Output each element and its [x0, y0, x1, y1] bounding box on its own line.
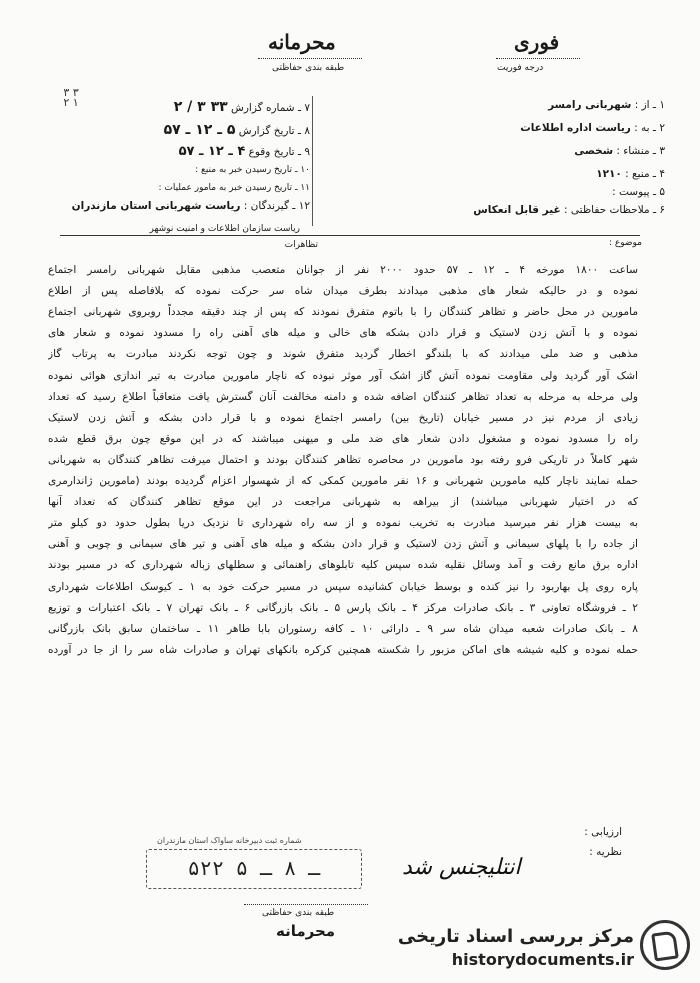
field-recipients: ۱۲ ـ گیرندگان : ریاست شهربانی استان مازندران	[71, 200, 310, 212]
body-line: شهر کاملاً در تاریکی فرو رفته بود مامورین در محاصره تظاهر کنندگان بودند و احتمال میرفت تظاهر کنندگان به شهربانی	[48, 453, 638, 466]
body-line: مذهبی و ضد ملی میدادند که با بلندگو اخطار گردید متفرق شوند و چون توجه نکردند مبادرت به پرتاب گاز	[48, 348, 638, 361]
subject-value: تظاهرات	[284, 240, 318, 250]
assessment-label: ارزیابی :	[584, 826, 622, 838]
subject-label: موضوع :	[608, 238, 642, 248]
field-report-date-value: ۵ ـ ۱۲ ـ ۵۷	[163, 122, 236, 138]
body-line: نموده و در حالیکه شعار های مذهبی میدادند بطرف میدان شاه سر حرکت نموده که بلافاصله پس از اطلاع	[48, 285, 638, 298]
field-from: ۱ ـ از : شهربانی رامسر	[548, 99, 665, 111]
urgency-label: درجه فوریت	[497, 63, 544, 73]
field-report-number: ۷ ـ شماره گزارش ۳۳ ۳ / ۲	[173, 99, 310, 115]
body-line: مامورین در محل حاضر و تظاهر کنندگان را با باتوم متفرق نمودند که پس از چند دقیقه مجدداً روبروی شهربانی اجتماع	[48, 306, 638, 319]
stamp-number: ۵۲۲ ـ ۸ ـ ۵	[187, 856, 321, 880]
field-report-number-value: ۳۳ ۳ / ۲	[173, 99, 228, 115]
stamp-caption: شماره ثبت دبیرخانه ساواک استان مازندران	[157, 836, 302, 845]
body-line: پاره روی پل بهاربود را نیز کنده و بوسط خیابان کشانیده سپس در مسیر حرکت خود به ۱ ـ کیوسک اطلاعات شهرداری	[48, 580, 638, 593]
body-line: ۲ ـ فروشگاه تعاونی ۳ ـ بانک صادرات مرکز ۴ ـ بانک پارس ۵ ـ بانک بازرگانی ۶ ـ بانک تهران ۷ ـ بانک اعتبارات و توزیع	[48, 601, 638, 614]
body-line: به بیست هزار نفر میرسید مبادرت به تخریب نموده و از سه راه شهرداری تا نزدیک دریا بطول حدود دو کیلو متر	[48, 517, 638, 530]
body-line: حمله نموده و کلیه شیشه های اماکن مزبور را شکسته همچنین کرکره بانکهای تهران و صادرات شاه سر را از جا در آورده	[48, 643, 638, 656]
field-to-value: ریاست اداره اطلاعات	[520, 122, 631, 134]
registration-stamp	[146, 836, 362, 889]
field-news-date-agent: ۱۱ ـ تاریخ رسیدن خبر به مامور عملیات :	[158, 183, 310, 193]
header-separator	[60, 235, 640, 236]
field-attachment: ۵ ـ پیوست :	[612, 186, 665, 198]
field-origin-value: شخصی	[574, 145, 614, 157]
field-from-value: شهربانی رامسر	[548, 99, 632, 111]
field-origin: ۳ ـ منشاء : شخصی	[574, 145, 665, 157]
field-recipients-value: ریاست شهربانی استان مازندران	[71, 200, 241, 212]
field-event-date-value: ۴ ـ ۱۲ ـ ۵۷	[178, 144, 246, 159]
handwritten-signature: انتلیجنس شد	[402, 855, 521, 880]
field-source-value: ۱۲۱۰	[596, 168, 622, 180]
field-security-value: غیر قابل انعکاس	[473, 204, 561, 216]
classification-title: محرمانه	[268, 30, 336, 54]
body-line: راه را مسدود نموده و مشغول دادن شعار های ضد ملی و میهنی میباشند که در این موقع چون برق قطع شده	[48, 432, 638, 445]
classification-label: طبقه بندی حفاظتی	[272, 63, 345, 73]
watermark-title: مرکز بررسی اسناد تاریخی	[397, 926, 634, 947]
body-line: اشک آور گردید ولی مقاومت نموده آتش گاز اشک آور موثر نبوده که ناچار مامورین مبادرت به تیر اندازی هوائی نموده	[48, 369, 638, 382]
body-line: زیادی از مردم نیز در مسیر خیابان (تاریخ بین) رامسر اجتماع نموده و با قرار دادن بشکه و آتش زدن لاستیک	[48, 411, 638, 424]
body-line: از جاده را با پلهای سیمانی و آتش زدن لاستیک و قرار دادن بشکه و میله های آهنی و تیر های سیمانی و چوبی و آهنی	[48, 538, 638, 551]
body-line: که در اختیار شهربانی میباشند) از بیراهه به شهربانی مراجعت در این موقع تظاهر کنندگان که تعداد آنها	[48, 496, 638, 509]
urgency-underline	[496, 58, 580, 59]
field-news-date-source: ۱۰ ـ تاریخ رسیدن خبر به منبع :	[195, 165, 310, 175]
body-line: اداره برق مانع رفت و آمد وسائل نقلیه شده سپس کلیه تابلوهای راهنمائی و سطلهای زباله شهرداری که در مسیر بودند	[48, 559, 638, 572]
body-line: حمله نمایند ناچار کلیه مامورین شهربانی و ۱۶ نفر مامورین کمکی که از شهسوار اعزام گردیده بودند (مامورین ژاندارمری	[48, 475, 638, 487]
body-line: ساعت ۱۸۰۰ مورخه ۴ ـ ۱۲ ـ ۵۷ حدود ۲۰۰۰ نفر از جوانان متعصب مذهبی مقابل شهربانی رامسر اجتماع	[48, 264, 638, 276]
field-security-note: ۶ ـ ملاحظات حفاظتی : غیر قابل انعکاس	[473, 204, 665, 216]
body-line: ولی مرحله به مرحله به تعداد تظاهر کنندگان اضافه شده و دامنه مخالفت آنان گسترش یافت متعاقباً اطلاع رسید که تعداد	[48, 390, 638, 403]
body-line: ۸ ـ بانک صادرات شعبه میدان شاه سر ۹ ـ دارائی ۱۰ ـ کافه رستوران بابا طاهر ۱۱ ـ ساختمان سابق بانک بازرگانی	[48, 622, 638, 635]
recipient-line-2: ریاست سازمان اطلاعات و امنیت نوشهر	[149, 224, 300, 234]
urgency-title: فوری	[514, 30, 560, 54]
footer-classification: محرمانه	[276, 922, 336, 940]
footer-label: طبقه بندی حفاظتی	[262, 908, 335, 918]
margin-number: ۳ ۳ ۲ ۱	[63, 86, 79, 109]
field-to: ۲ ـ به : ریاست اداره اطلاعات	[520, 122, 665, 134]
field-source: ۴ ـ منبع : ۱۲۱۰	[596, 168, 665, 180]
archive-logo-icon	[640, 920, 690, 970]
watermark-url: historydocuments.ir	[451, 950, 634, 969]
column-divider	[312, 96, 313, 226]
body-line: نموده و با آتش زدن لاستیک و قرار دادن بشکه های خالی و میله های آهنی راه را مسدود نموده و شعار های	[48, 327, 638, 340]
action-label: نظریه :	[589, 846, 622, 858]
field-event-date: ۹ ـ تاریخ وقوع ۴ ـ ۱۲ ـ ۵۷	[178, 144, 310, 159]
field-report-date: ۸ ـ تاریخ گزارش ۵ ـ ۱۲ ـ ۵۷	[163, 122, 310, 138]
footer-line	[244, 904, 368, 905]
classification-underline	[258, 58, 362, 59]
